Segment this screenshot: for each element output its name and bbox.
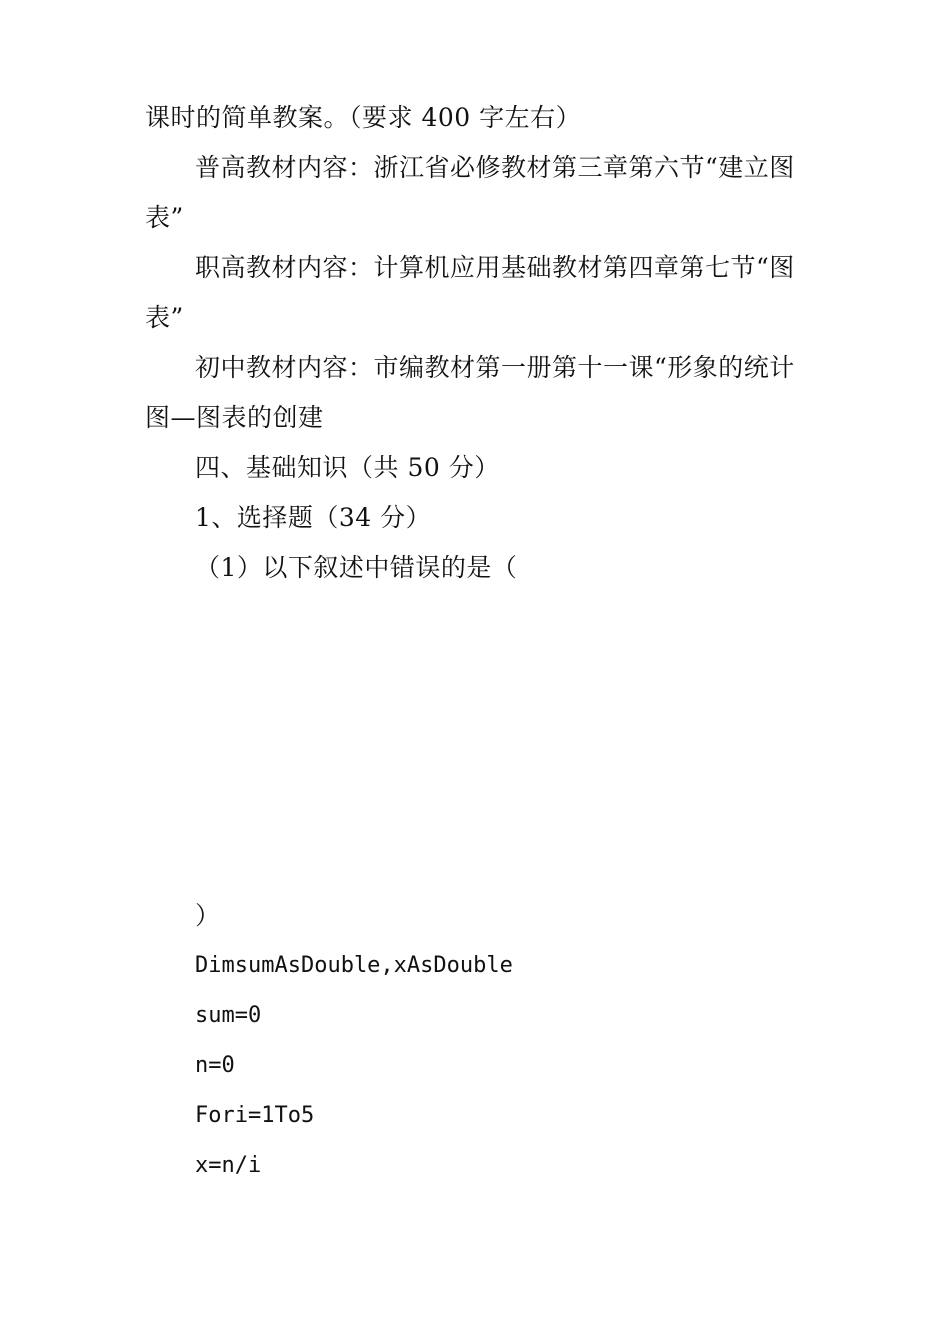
text-line: 课时的简单教案。（要求 400 字左右）	[145, 103, 582, 132]
code-line: DimsumAsDouble,xAsDouble	[195, 953, 513, 978]
text-line: 表”	[145, 303, 184, 332]
text-line: 图—图表的创建	[145, 403, 324, 432]
code-line: Fori=1To5	[195, 1103, 315, 1128]
text-line: 职高教材内容：计算机应用基础教材第四章第七节“图	[195, 253, 795, 282]
question-text: （1）以下叙述中错误的是（	[195, 553, 518, 582]
text-line: 初中教材内容：市编教材第一册第十一课“形象的统计	[195, 353, 795, 382]
code-line: sum=0	[195, 1003, 262, 1028]
code-line: x=n/i	[195, 1153, 262, 1178]
code-line: n=0	[195, 1053, 235, 1078]
question-close-paren: ）	[195, 901, 221, 930]
text-line: 表”	[145, 203, 184, 232]
text-line: 普高教材内容：浙江省必修教材第三章第六节“建立图	[195, 153, 795, 182]
section-heading: 四、基础知识（共 50 分）	[195, 453, 500, 482]
subsection-heading: 1、选择题（34 分）	[195, 503, 432, 532]
